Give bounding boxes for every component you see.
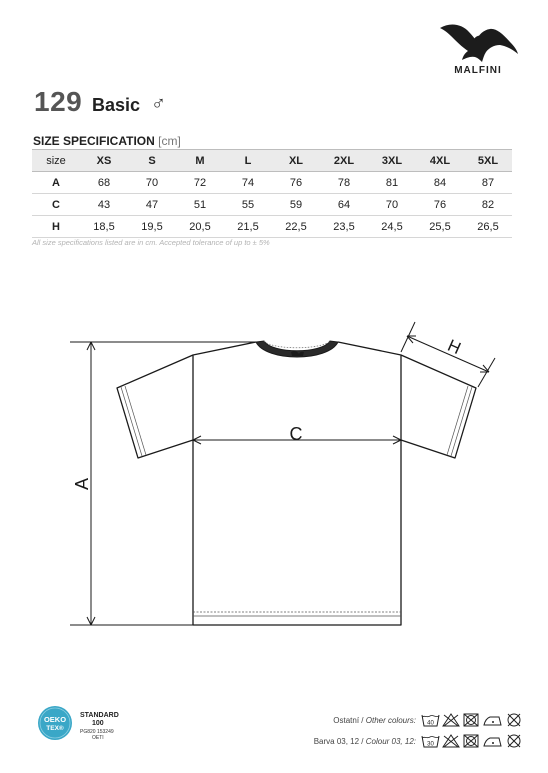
size-header: XL — [272, 150, 320, 172]
table-cell: 72 — [176, 172, 224, 194]
table-row — [32, 172, 512, 194]
label-a: A — [72, 477, 92, 491]
care-icons-row-2 — [421, 734, 525, 748]
product-number: 129 — [34, 86, 83, 117]
size-header: 3XL — [368, 150, 416, 172]
care-icons-row-1 — [421, 713, 525, 727]
spec-heading — [33, 134, 181, 148]
care-row-2-plain: Barva 03, 12 / — [313, 737, 366, 746]
standard-number: 100 — [92, 720, 104, 727]
iron-icon — [484, 717, 501, 725]
row-label: C — [32, 194, 80, 216]
no-bleach-icon — [443, 735, 459, 747]
tex-text: TEX® — [46, 725, 64, 732]
table-cell: 64 — [320, 194, 368, 216]
table-cell: 43 — [80, 194, 128, 216]
care-row-2-italic: Colour 03, 12: — [365, 737, 416, 746]
male-symbol-icon: ♂ — [151, 93, 166, 115]
size-column-label: size — [32, 150, 80, 172]
table-cell: 74 — [224, 172, 272, 194]
no-tumble-dry-icon — [464, 714, 478, 726]
table-cell: 59 — [272, 194, 320, 216]
no-bleach-icon — [443, 714, 459, 726]
eagle-icon — [436, 18, 520, 68]
oeko-text: OEKO — [43, 715, 67, 724]
table-row — [32, 216, 512, 238]
brand-name: MALFINI — [454, 65, 502, 76]
wash-tub-icon — [422, 736, 439, 748]
certificate-code: PG820 153249 — [80, 729, 114, 735]
oeko-tex-icon — [36, 704, 74, 742]
table-row — [32, 194, 512, 216]
care-row-1-italic: Other colours: — [365, 716, 416, 725]
table-cell: 78 — [320, 172, 368, 194]
label-c: C — [289, 424, 303, 444]
table-cell: 51 — [176, 194, 224, 216]
hem-stitching — [121, 386, 472, 616]
size-table — [32, 149, 512, 238]
tshirt-diagram — [0, 300, 548, 640]
table-cell: 68 — [80, 172, 128, 194]
tolerance-note: All size specifications listed are in cm. Accepted tolerance of up to ± 5% — [32, 238, 270, 247]
spec-heading-unit: [cm] — [158, 134, 181, 148]
table-cell: 47 — [128, 194, 176, 216]
size-header: M — [176, 150, 224, 172]
table-cell: 76 — [416, 194, 464, 216]
row-label: H — [32, 216, 80, 238]
certificate-institute: OETI — [92, 735, 104, 741]
table-cell: 18,5 — [80, 216, 128, 238]
spec-heading-text: SIZE SPECIFICATION — [33, 134, 155, 148]
table-cell: 21,5 — [224, 216, 272, 238]
wash-tub-icon — [422, 715, 439, 727]
tshirt-outline — [117, 342, 476, 625]
table-cell: 70 — [128, 172, 176, 194]
no-dry-clean-icon — [508, 714, 520, 726]
table-cell: 70 — [368, 194, 416, 216]
table-cell: 20,5 — [176, 216, 224, 238]
table-cell: 76 — [272, 172, 320, 194]
no-dry-clean-icon — [508, 735, 520, 747]
oeko-tex-logo — [36, 704, 74, 742]
table-cell: 87 — [464, 172, 512, 194]
row-label: A — [32, 172, 80, 194]
table-cell: 22,5 — [272, 216, 320, 238]
size-header: 4XL — [416, 150, 464, 172]
table-cell: 26,5 — [464, 216, 512, 238]
size-header: S — [128, 150, 176, 172]
iron-icon — [484, 738, 501, 746]
no-tumble-dry-icon — [464, 735, 478, 747]
table-cell: 55 — [224, 194, 272, 216]
size-header: L — [224, 150, 272, 172]
table-cell: 25,5 — [416, 216, 464, 238]
wash-temp-1: 40 — [427, 720, 434, 727]
size-header: 2XL — [320, 150, 368, 172]
size-header: 5XL — [464, 150, 512, 172]
care-row-1-plain: Ostatní / — [333, 716, 366, 725]
standard-label: STANDARD — [80, 712, 119, 719]
care-row-2-label — [226, 737, 416, 746]
product-name: Basic — [92, 95, 141, 115]
table-cell: 82 — [464, 194, 512, 216]
table-cell: 23,5 — [320, 216, 368, 238]
table-cell: 84 — [416, 172, 464, 194]
wash-temp-2: 30 — [427, 741, 434, 748]
table-cell: 81 — [368, 172, 416, 194]
table-cell: 24,5 — [368, 216, 416, 238]
label-h: H — [444, 335, 464, 359]
measure-a — [70, 342, 256, 625]
size-table-header-row — [32, 150, 512, 172]
care-row-1-label — [226, 716, 416, 725]
table-cell: 19,5 — [128, 216, 176, 238]
size-header: XS — [80, 150, 128, 172]
